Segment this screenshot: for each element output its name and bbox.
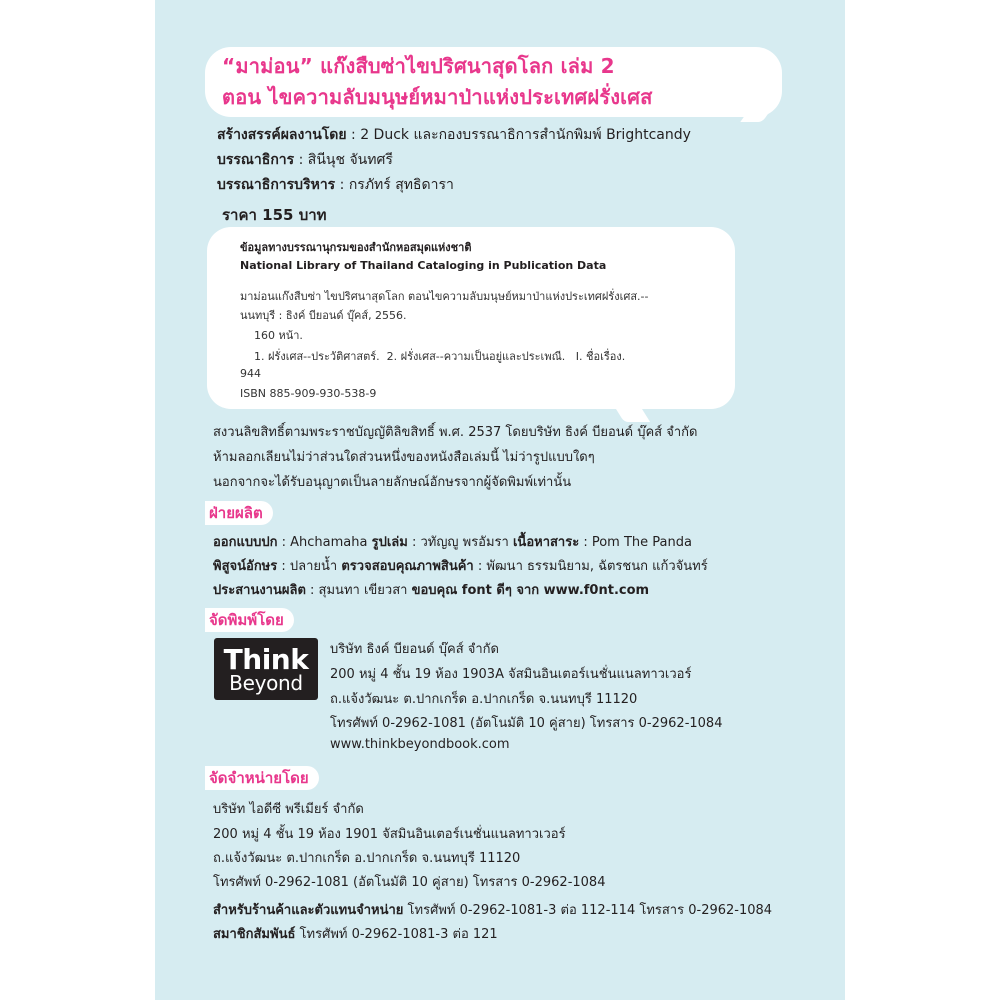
copyright-line: นอกจากจะได้รับอนุญาตเป็นลายลักษณ์อักษรจากผู้จัดพิมพ์เท่านั้น <box>213 475 572 490</box>
cip-line: 160 หน้า. <box>240 329 303 342</box>
think-beyond-logo <box>214 638 318 700</box>
production-row <box>213 579 649 600</box>
publisher-line: 200 หมู่ 4 ชั้น 19 ห้อง 1903A จัสมินอินเตอร์เนชั่นแนลทาวเวอร์ <box>330 667 692 682</box>
credit-executive-editor <box>217 174 454 196</box>
distributor-line: 200 หมู่ 4 ชั้น 19 ห้อง 1901 จัสมินอินเตอร์เนชั่นแนลทาวเวอร์ <box>213 827 566 842</box>
logo-line1: Think <box>223 642 309 676</box>
production-row <box>213 531 692 552</box>
logo-line2: Beyond <box>229 670 303 695</box>
production-value: : วทัญญู พรอัมรา <box>407 535 513 550</box>
production-value: : สุมนทา เขียวสา <box>305 583 412 598</box>
production-value: : Ahchamaha <box>277 535 372 550</box>
font-thanks: ขอบคุณ font ดีๆ จาก www.f0nt.com <box>411 583 650 598</box>
cip-line: มาม่อนแก๊งสืบซ่า ไขปริศนาสุดโลก ตอนไขความลับมนุษย์หมาป่าแห่งประเทศฝรั่งเศส.-- <box>240 290 649 303</box>
copyright-line: ห้ามลอกเลียนไม่ว่าส่วนใดส่วนหนึ่งของหนังสือเล่มนี้ ไม่ว่ารูปแบบใดๆ <box>213 450 595 465</box>
members-value: โทรศัพท์ 0-2962-1081-3 ต่อ 121 <box>295 927 498 942</box>
production-label: ตรวจสอบคุณภาพสินค้า <box>341 559 474 574</box>
credit-value: : 2 Duck และกองบรรณาธิการสำนักพิมพ์ Brightcandy <box>346 127 691 143</box>
cip-line: นนทบุรี : ธิงค์ บียอนด์ บุ๊คส์, 2556. <box>240 309 407 322</box>
publisher-website-link[interactable]: www.thinkbeyondbook.com <box>330 737 510 752</box>
credit-label: บรรณาธิการบริหาร <box>217 177 336 193</box>
copyright-line: สงวนลิขสิทธิ์ตามพระราชบัญญัติลิขสิทธิ์ พ.ศ. 2537 โดยบริษัท ธิงค์ บียอนด์ บุ๊คส์ จำกัด <box>213 425 698 440</box>
production-label: ประสานงานผลิต <box>213 583 306 598</box>
cip-line: 944 <box>240 367 261 380</box>
credit-creator <box>217 124 691 146</box>
production-value: : Pom The Panda <box>579 535 692 550</box>
production-value: : พัฒนา ธรรมนิยาม, ฉัตรชนก แก้วจันทร์ <box>473 559 708 574</box>
publisher-line: ถ.แจ้งวัฒนะ ต.ปากเกร็ด อ.ปากเกร็ด จ.นนทบุรี 11120 <box>330 692 638 707</box>
production-value: : ปลายน้ำ <box>277 559 342 574</box>
section-tag-distributor: จัดจำหน่ายโดย <box>205 766 319 790</box>
production-label: รูปเล่ม <box>371 535 408 550</box>
section-tag-production: ฝ่ายผลิต <box>205 501 273 525</box>
shops-label: สำหรับร้านค้าและตัวแทนจำหน่าย <box>213 903 404 918</box>
credit-value: : กรภัทร์ สุทธิดารา <box>335 177 454 193</box>
production-label: เนื้อหาสาระ <box>512 535 580 550</box>
shops-value: โทรศัพท์ 0-2962-1081-3 ต่อ 112-114 โทรสาร 0-2962-1084 <box>403 903 773 918</box>
members-label: สมาชิกสัมพันธ์ <box>213 927 296 942</box>
book-subtitle: ตอน ไขความลับมนุษย์หมาป่าแห่งประเทศฝรั่งเศส <box>222 85 653 109</box>
credit-value: : สินีนุช จันทศรี <box>294 152 393 168</box>
distributor-shops <box>213 899 772 920</box>
credit-label: สร้างสรรค์ผลงานโดย <box>217 127 347 143</box>
publisher-line: โทรศัพท์ 0-2962-1081 (อัตโนมัติ 10 คู่สาย) โทรสาร 0-2962-1084 <box>330 716 723 731</box>
production-label: ออกแบบปก <box>213 535 278 550</box>
section-tag-publisher: จัดพิมพ์โดย <box>205 608 294 632</box>
cip-heading-en: National Library of Thailand Cataloging in Publication Data <box>240 259 607 272</box>
publisher-line: บริษัท ธิงค์ บียอนด์ บุ๊คส์ จำกัด <box>330 642 499 657</box>
distributor-line: โทรศัพท์ 0-2962-1081 (อัตโนมัติ 10 คู่สาย) โทรสาร 0-2962-1084 <box>213 875 606 890</box>
cip-line: 1. ฝรั่งเศส--ประวัติศาสตร์. 2. ฝรั่งเศส--ความเป็นอยู่และประเพณี. I. ชื่อเรื่อง. <box>240 350 626 363</box>
production-label: พิสูจน์อักษร <box>213 559 278 574</box>
cip-isbn: ISBN 885-909-930-538-9 <box>240 387 377 400</box>
credit-label: บรรณาธิการ <box>217 152 295 168</box>
book-title: “มาม่อน” แก๊งสืบซ่าไขปริศนาสุดโลก เล่ม 2 <box>222 54 615 78</box>
price: ราคา 155 บาท <box>222 206 327 224</box>
distributor-line: บริษัท ไอดีซี พรีเมียร์ จำกัด <box>213 802 364 817</box>
cip-heading-th: ข้อมูลทางบรรณานุกรมของสำนักหอสมุดแห่งชาติ <box>240 241 472 254</box>
production-row <box>213 555 708 576</box>
credit-editor <box>217 149 393 171</box>
distributor-line: ถ.แจ้งวัฒนะ ต.ปากเกร็ด อ.ปากเกร็ด จ.นนทบุรี 11120 <box>213 851 521 866</box>
distributor-members <box>213 923 498 944</box>
